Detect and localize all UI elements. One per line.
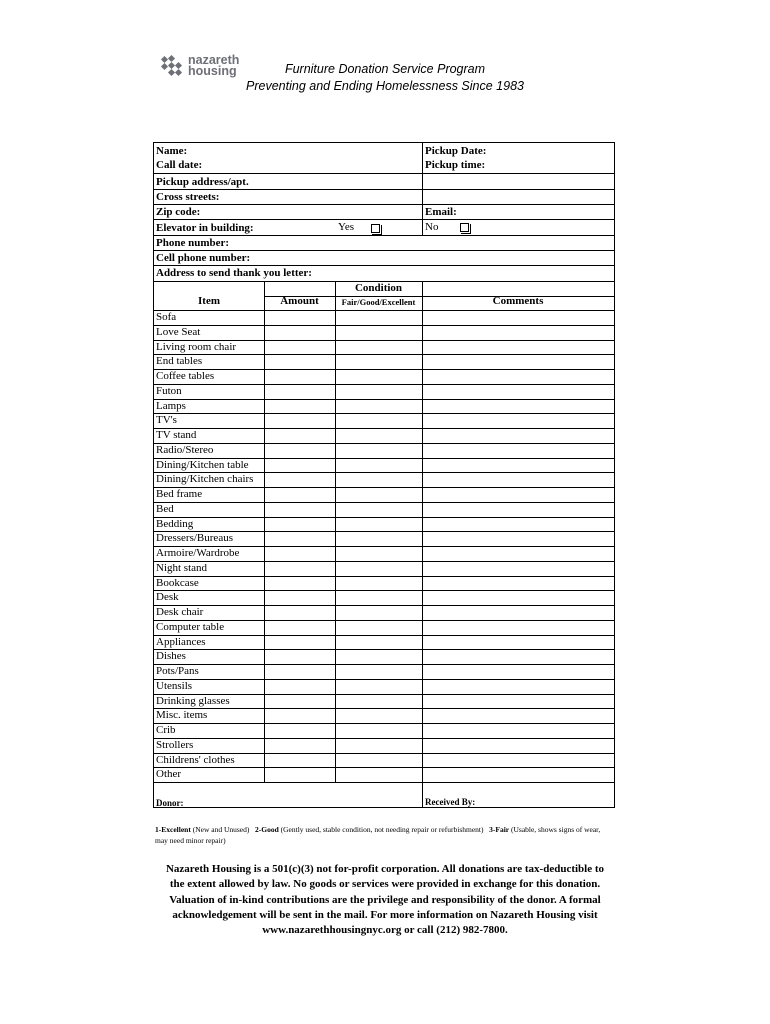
nazareth-housing-logo-icon [160,54,184,78]
yes-label: Yes [338,221,355,233]
table-row-item: Desk [156,591,179,603]
pickup-address-label: Pickup address/apt. [156,176,249,188]
legend-fair-label: 3-Fair [489,825,510,834]
footer-line-5: www.nazarethhousingnyc.org or call (212) 982-7800. [262,924,508,937]
table-row-item: Desk chair [156,606,204,618]
table-row-item: Dining/Kitchen chairs [156,473,254,485]
table-row-item: Childrens' clothes [156,754,235,766]
table-row-item: Strollers [156,739,194,751]
table-row-item: Bookcase [156,577,199,589]
no-checkbox[interactable] [460,223,469,232]
yes-checkbox[interactable] [371,224,380,233]
table-row-item: TV stand [156,429,197,441]
page-title: Furniture Donation Service Program [284,62,486,76]
donor-label: Donor: [156,798,184,808]
logo [160,50,239,82]
table-row-item: Appliances [156,636,206,648]
footer-line-4: acknowledgement will be sent in the mail. For more information on Nazareth Housing visit [172,908,598,921]
table-row-item: Computer table [156,621,225,633]
footer-line-1: Nazareth Housing is a 501(c)(3) not for-profit corporation. All donations are tax-deductible to [165,863,605,875]
legend-good-desc: (Gently used, stable condition, not needing repair or refurbishment) [280,825,484,834]
table-row-item: Dishes [156,650,186,662]
thank-you-address-label: Address to send thank you letter: [156,267,312,279]
table-row-item: Coffee tables [156,370,215,382]
legend-good-label: 2-Good [254,825,279,834]
condition-legend [155,824,615,846]
footer-statement [140,862,630,938]
logo-line-1: nazareth [188,52,240,67]
logo-text [188,52,240,78]
table-row-item: Other [156,768,182,780]
table-row-item: End tables [156,355,203,367]
table-row-item: Armoire/Wardrobe [156,547,240,559]
col-condition-subheader: Fair/Good/Excellent [341,297,416,307]
table-row-item: Bed frame [156,488,203,500]
received-by-label: Received By: [425,797,476,807]
table-row-item: Radio/Stereo [156,444,214,456]
table-row-item: Love Seat [156,326,201,338]
table-row-item: Sofa [156,311,177,323]
table-row-item: Misc. items [156,709,208,721]
col-amount-header: Amount [280,295,319,307]
pickup-date-label: Pickup Date: [425,145,487,157]
table-row-item: TV's [156,414,177,426]
legend-fair-desc: (Usable, shows signs of wear, may need minor repair) [155,825,601,845]
table-row-item: Bed [156,503,174,515]
table-row-item: Drinking glasses [156,695,230,707]
cell-phone-label: Cell phone number: [156,252,251,264]
table-row-item: Crib [156,724,176,736]
legend-excellent-desc: (New and Unused) [192,825,250,834]
table-row-item: Lamps [156,400,186,412]
col-item-header: Item [198,295,220,307]
table-row-item: Futon [156,385,182,397]
table-row-item: Dressers/Bureaus [156,532,233,544]
col-condition-header: Condition [354,282,403,294]
pickup-time-label: Pickup time: [425,159,486,171]
legend-excellent-label: 1-Excellent [155,825,191,834]
logo-line-2: housing [188,64,237,78]
table-row-item: Dining/Kitchen table [156,459,249,471]
name-label: Name: [156,145,188,157]
footer-line-3: Valuation of in-kind contributions are the privilege and responsibility of the donor. A formal [169,893,601,906]
table-row-item: Bedding [156,518,194,530]
table-row-item: Living room chair [156,341,237,353]
email-label: Email: [425,206,457,218]
no-label: No [425,221,439,233]
cross-streets-label: Cross streets: [156,191,220,203]
zip-code-label: Zip code: [156,206,201,218]
table-row-item: Night stand [156,562,208,574]
donation-form [153,142,615,808]
table-row-item: Pots/Pans [156,665,199,677]
col-comments-header: Comments [492,295,544,307]
table-row-item: Utensils [156,680,193,692]
call-date-label: Call date: [156,159,203,171]
page-subtitle: Preventing and Ending Homelessness Since 1983 [246,79,524,93]
footer-line-2: the extent allowed by law. No goods or services were provided in exchange for this donation. [169,878,601,891]
phone-label: Phone number: [156,237,230,249]
elevator-label: Elevator in building: [156,222,254,234]
